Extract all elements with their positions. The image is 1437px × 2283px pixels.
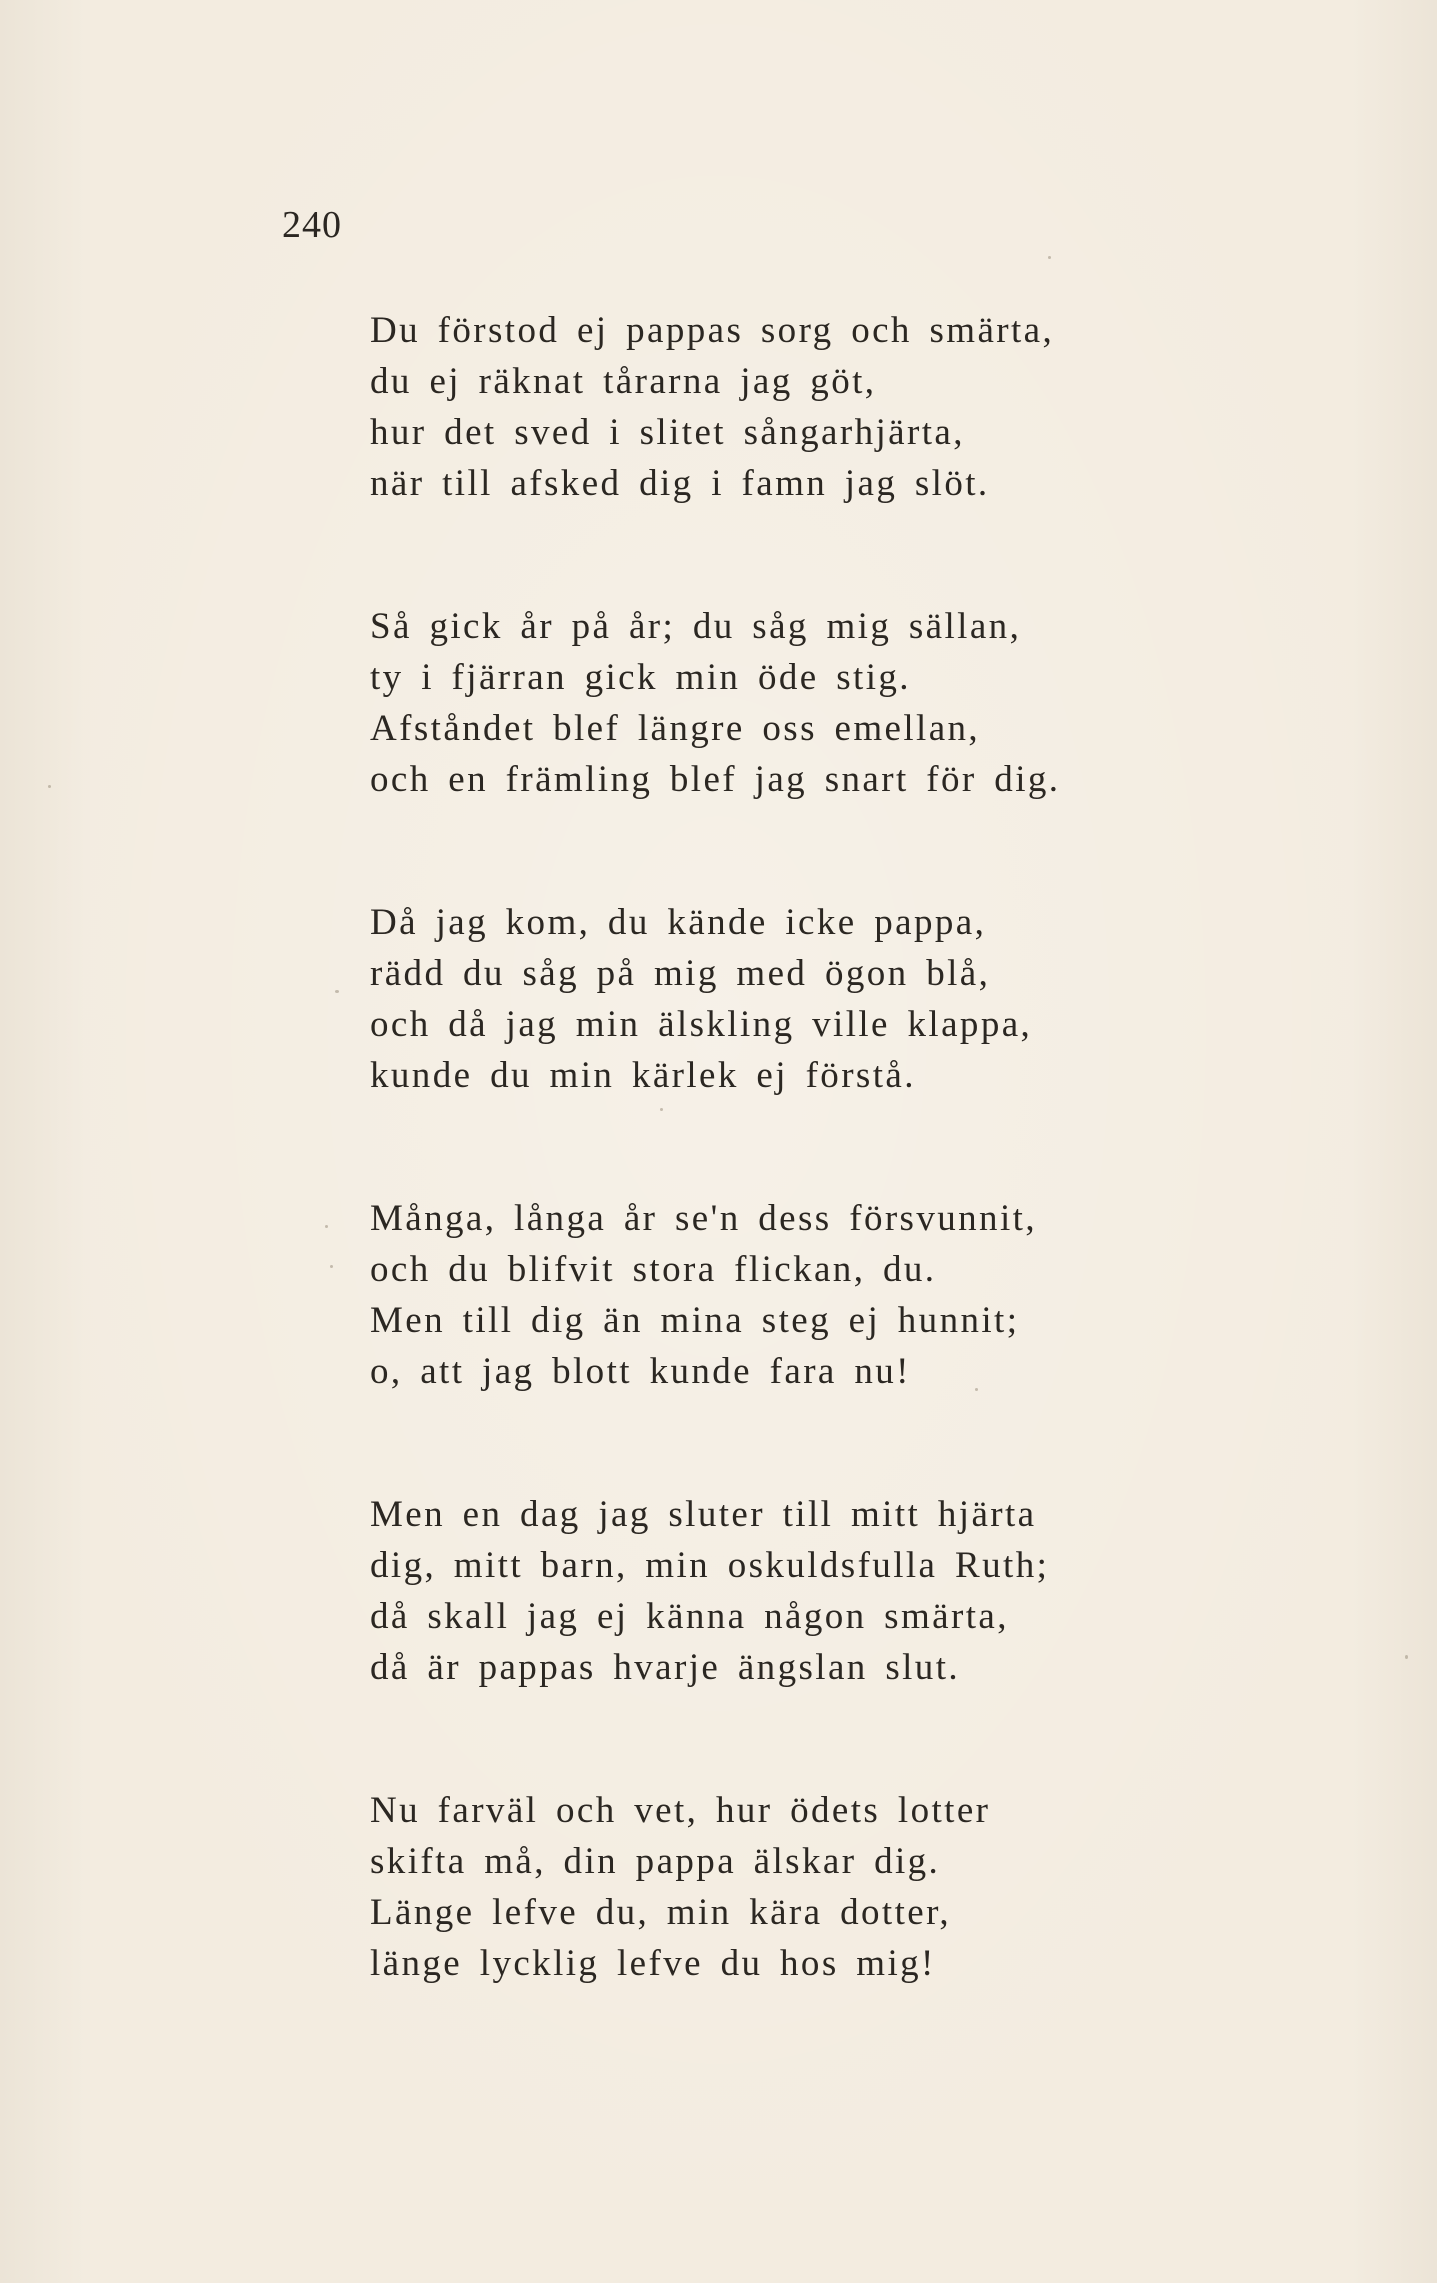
poem-line: Nu farväl och vet, hur ödets lotter <box>370 1790 991 1831</box>
poem-line: Du förstod ej pappas sorg och smärta, <box>370 310 1055 351</box>
paper-speck <box>1405 1655 1408 1659</box>
paper-speck <box>335 990 339 993</box>
stanza-5 <box>370 1489 1370 1693</box>
poem-line: Afståndet blef längre oss emellan, <box>370 708 981 749</box>
poem-line: rädd du såg på mig med ögon blå, <box>370 953 991 994</box>
poem-line: Men till dig än mina steg ej hunnit; <box>370 1300 1020 1341</box>
poem <box>370 305 1370 2081</box>
poem-line: Så gick år på år; du såg mig sällan, <box>370 606 1022 647</box>
paper-speck <box>660 1108 663 1111</box>
poem-line: när till afsked dig i famn jag slöt. <box>370 463 990 504</box>
poem-line: Länge lefve du, min kära dotter, <box>370 1892 951 1933</box>
poem-line: och du blifvit stora flickan, du. <box>370 1249 937 1290</box>
paper-speck <box>325 1225 328 1228</box>
paper-speck <box>48 785 51 788</box>
poem-line: länge lycklig lefve du hos mig! <box>370 1943 936 1984</box>
stanza-1 <box>370 305 1370 509</box>
paper-speck <box>1048 256 1051 259</box>
poem-line: då skall jag ej känna någon smärta, <box>370 1596 1009 1637</box>
poem-line: och då jag min älskling ville klappa, <box>370 1004 1033 1045</box>
poem-line: o, att jag blott kunde fara nu! <box>370 1351 911 1392</box>
poem-line: du ej räknat tårarna jag göt, <box>370 361 877 402</box>
poem-line: ty i fjärran gick min öde stig. <box>370 657 911 698</box>
poem-line: Då jag kom, du kände icke pappa, <box>370 902 987 943</box>
poem-line: hur det sved i slitet sångarhjärta, <box>370 412 965 453</box>
poem-line: Men en dag jag sluter till mitt hjärta <box>370 1494 1037 1535</box>
paper-speck <box>975 1388 978 1391</box>
poem-line: och en främling blef jag snart för dig. <box>370 759 1061 800</box>
poem-line: Många, långa år se'n dess försvunnit, <box>370 1198 1037 1239</box>
stanza-3 <box>370 897 1370 1101</box>
poem-line: dig, mitt barn, min oskuldsfulla Ruth; <box>370 1545 1050 1586</box>
poem-line: skifta må, din pappa älskar dig. <box>370 1841 941 1882</box>
paper-speck <box>330 1265 333 1268</box>
stanza-6 <box>370 1785 1370 1989</box>
page-number: 240 <box>282 204 342 246</box>
poem-line: kunde du min kärlek ej förstå. <box>370 1055 916 1096</box>
poem-line: då är pappas hvarje ängslan slut. <box>370 1647 961 1688</box>
stanza-4 <box>370 1193 1370 1397</box>
stanza-2 <box>370 601 1370 805</box>
